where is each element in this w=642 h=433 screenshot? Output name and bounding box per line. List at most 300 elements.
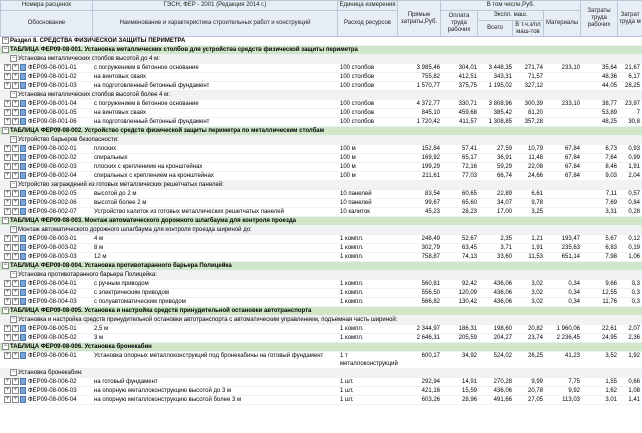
table-row[interactable] <box>0 118 642 127</box>
collapse-icon[interactable]: − <box>11 271 16 277</box>
cell-mp: 3,02 <box>531 281 543 287</box>
cell-mp: 10,79 <box>527 146 543 152</box>
header-mach-total[interactable]: Всего <box>478 21 513 37</box>
cell-direct: 566,82 <box>421 299 440 305</box>
cell-unit: 10 панелей <box>340 200 372 206</box>
document-icon <box>20 235 26 242</box>
table-row[interactable] <box>0 280 642 289</box>
expand-icon[interactable]: + <box>13 325 18 331</box>
expand-icon[interactable]: + <box>5 387 10 393</box>
cell-mp: 3,02 <box>531 290 543 296</box>
cell-lc: 35,64 <box>601 65 617 71</box>
rate-code[interactable]: ФЕР09-08-002-04 <box>28 173 77 180</box>
header-name[interactable]: Наименование и характеристика строительных работ и конструкций <box>93 11 338 37</box>
rate-code[interactable]: ФЕР09-08-002-06 <box>28 200 77 207</box>
expand-icon[interactable]: + <box>13 73 18 79</box>
row-title-text: Установка металлических столбов высотой до 4 м: <box>18 56 160 63</box>
row-title-text: Устройство заграждений из готовых металлических решетчатых панелей: <box>18 182 224 189</box>
document-icon <box>20 280 26 287</box>
expand-icon[interactable]: + <box>13 235 18 241</box>
cell-pay: 52,67 <box>461 236 477 242</box>
cell-unit: 100 столбов <box>340 83 375 89</box>
rate-code[interactable]: ФЕР09-08-002-02 <box>28 155 77 162</box>
row-title-text: Устройство барьеров безопасности: <box>18 137 119 144</box>
cell-direct: 758,87 <box>421 254 440 260</box>
cell-unit: 100 м <box>340 173 356 179</box>
cell-direct: 1 720,42 <box>416 119 440 125</box>
document-icon <box>20 163 26 170</box>
cell-lc: 6,83 <box>605 245 617 251</box>
expand-icon[interactable]: + <box>13 298 18 304</box>
cell-mp: 1,91 <box>531 245 543 251</box>
cell-pay: 63,45 <box>461 245 477 251</box>
cell-lc: 3,31 <box>605 209 617 215</box>
header-direct[interactable]: Прямые затраты,Руб. <box>398 1 441 37</box>
header-code[interactable]: Номера расценок <box>1 1 93 11</box>
table-group-row[interactable] <box>0 46 642 55</box>
rate-code[interactable]: ФЕР09-08-006-03 <box>28 388 77 395</box>
table-row[interactable] <box>0 235 642 244</box>
row-title-text: Раздел 8. СРЕДСТВА ФИЗИЧЕСКОЙ ЗАЩИТЫ ПЕРИМЕТРА <box>10 38 186 45</box>
cell-code <box>4 396 92 404</box>
document-icon <box>20 190 26 197</box>
cell-lm: 2,04 <box>628 173 640 179</box>
cell-mt: 1 308,85 <box>488 119 512 125</box>
cell-mp: 20,82 <box>527 326 543 332</box>
document-icon <box>20 334 26 341</box>
expand-icon[interactable]: + <box>13 280 18 286</box>
cell-name: с погружением в бетонное основание <box>94 65 199 71</box>
expand-icon[interactable]: + <box>5 64 10 70</box>
rate-code[interactable]: ФЕР09-08-001-01 <box>28 65 77 72</box>
cell-pay: 14,91 <box>461 379 477 385</box>
cell-code <box>4 352 92 360</box>
row-title-text: Монтаж автоматического дорожного шлагбаума для контроля проезда шириной до: <box>18 227 252 234</box>
expand-icon[interactable]: + <box>5 334 10 340</box>
collapse-icon[interactable]: − <box>3 217 8 223</box>
cell-mt: 270,28 <box>493 379 512 385</box>
collapse-icon[interactable]: − <box>11 136 16 142</box>
cell-name: на винтовых сваях <box>94 110 147 116</box>
subgroup-row[interactable] <box>0 91 642 100</box>
row-title <box>2 217 632 225</box>
table-group-row[interactable] <box>0 127 642 136</box>
expand-icon[interactable]: + <box>5 235 10 241</box>
table-group-row[interactable] <box>0 262 642 271</box>
expand-icon[interactable]: + <box>5 100 10 106</box>
expand-icon[interactable]: + <box>5 82 10 88</box>
expand-icon[interactable]: + <box>5 154 10 160</box>
subgroup-row[interactable] <box>0 136 642 145</box>
expand-icon[interactable]: + <box>5 280 10 286</box>
cell-unit: 10 калиток <box>340 209 370 215</box>
expand-icon[interactable]: + <box>5 172 10 178</box>
document-icon <box>20 64 26 71</box>
cell-lm: 30,8 <box>628 119 640 125</box>
cell-direct: 2 344,97 <box>416 326 440 332</box>
cell-mp: 9,99 <box>531 379 543 385</box>
cell-lc: 22,61 <box>601 326 617 332</box>
rate-code[interactable]: ФЕР09-08-004-02 <box>28 290 77 297</box>
expand-icon[interactable]: + <box>5 378 10 384</box>
cell-lc: 11,76 <box>602 299 617 305</box>
cell-pay: 186,31 <box>458 326 477 332</box>
cell-pay: 411,57 <box>459 119 477 125</box>
expand-icon[interactable]: + <box>13 396 18 402</box>
cell-code <box>4 100 92 108</box>
table-row[interactable] <box>0 325 642 334</box>
table-group-row[interactable] <box>0 343 642 352</box>
cell-code <box>4 253 92 261</box>
row-title <box>2 307 632 315</box>
subgroup-row[interactable] <box>0 55 642 64</box>
rate-code[interactable]: ФЕР09-08-004-03 <box>28 299 77 306</box>
rate-code[interactable]: ФЕР09-08-002-03 <box>28 164 77 171</box>
expand-icon[interactable]: + <box>5 208 10 214</box>
collapse-icon[interactable]: − <box>11 55 16 61</box>
cell-lm: 2,07 <box>628 326 640 332</box>
rate-code[interactable]: ФЕР09-08-002-07 <box>28 209 77 216</box>
header-basis[interactable]: Обоснование <box>1 11 93 37</box>
collapse-icon[interactable]: − <box>3 307 8 313</box>
rate-code[interactable]: ФЕР09-08-003-01 <box>28 236 77 243</box>
cell-pay: 120,09 <box>458 290 477 296</box>
header-unit[interactable]: Единица измерения <box>338 1 398 11</box>
cell-mat: 235,63 <box>561 245 580 251</box>
expand-icon[interactable]: + <box>13 199 18 205</box>
table-row[interactable] <box>0 396 642 405</box>
row-title <box>2 37 632 45</box>
cell-pay: 15,59 <box>461 388 477 394</box>
expand-icon[interactable]: + <box>5 190 10 196</box>
rate-code[interactable]: ФЕР09-08-006-02 <box>28 379 77 386</box>
cell-lm: 1,08 <box>628 388 640 394</box>
expand-icon[interactable]: + <box>13 387 18 393</box>
cell-mt: 27,59 <box>496 146 512 152</box>
cell-unit: 1 компл. <box>340 290 364 296</box>
header-labor-pay[interactable]: Оплата труда рабочих <box>441 11 478 37</box>
cell-code <box>4 378 92 386</box>
row-title-text: ТАБЛИЦА ФЕР09-08-005. Установка и настройка средств принудительной остановки автотранспорта <box>10 308 312 315</box>
cell-code <box>4 387 92 395</box>
cell-lm: 0,66 <box>628 379 640 385</box>
header-mach-pay[interactable]: В т.ч.з/пл маш-тов <box>513 21 544 37</box>
cell-lc: 6,73 <box>605 146 617 152</box>
cell-lm: 0,93 <box>628 146 640 152</box>
cell-lc: 7,11 <box>605 191 617 197</box>
cell-mt: 66,74 <box>496 173 512 179</box>
cell-pay: 74,13 <box>461 254 477 260</box>
rate-code[interactable]: ФЕР09-08-003-02 <box>28 245 77 252</box>
collapse-icon[interactable]: − <box>3 46 8 52</box>
rate-code[interactable]: ФЕР09-08-001-03 <box>28 83 77 90</box>
cell-name: на готовый фундамент <box>94 379 158 385</box>
subgroup-row[interactable] <box>0 181 642 190</box>
document-icon <box>20 289 26 296</box>
cell-pay: 65,17 <box>461 155 477 161</box>
table-row[interactable] <box>0 208 642 217</box>
collapse-icon[interactable]: − <box>11 369 16 375</box>
table-row[interactable] <box>0 352 642 369</box>
table-row[interactable] <box>0 172 642 181</box>
table-row[interactable] <box>0 334 642 343</box>
collapse-icon[interactable]: − <box>11 181 16 187</box>
cell-mt: 436,06 <box>493 388 512 394</box>
cell-mp: 3,25 <box>531 209 543 215</box>
cell-name: с ручным приводом <box>94 281 149 287</box>
header-labor-cost[interactable]: Затраты труда рабочих <box>581 1 618 37</box>
cell-mat: 113,03 <box>562 397 580 403</box>
header-consumption[interactable]: Расход ресурсов <box>338 11 398 37</box>
document-icon <box>20 145 26 152</box>
cell-name: 3 м <box>94 335 104 341</box>
collapse-icon[interactable]: − <box>3 37 8 43</box>
cell-mt: 3 448,35 <box>488 65 512 71</box>
cell-direct: 199,29 <box>421 164 440 170</box>
cell-code <box>4 145 92 153</box>
collapse-icon[interactable]: − <box>11 226 16 232</box>
cell-mat: 41,23 <box>564 353 580 359</box>
row-title-text: Установка противотаранного барьера Полицейка: <box>18 272 157 279</box>
cell-mp: 22,08 <box>527 164 543 170</box>
cell-direct: 560,81 <box>421 281 440 287</box>
cell-name: Устройство калиток из готовых металлических решетчатых панелей <box>94 209 284 215</box>
table-row[interactable] <box>0 253 642 262</box>
cell-code <box>4 235 92 243</box>
cell-unit: 10 панелей <box>340 191 372 197</box>
cell-pay: 130,42 <box>458 299 477 305</box>
cell-unit: 1 шт. <box>340 379 354 385</box>
cell-lc: 7,98 <box>605 254 617 260</box>
cell-mat: 651,14 <box>561 254 580 260</box>
cell-code <box>4 298 92 306</box>
cell-lc: 3,01 <box>605 397 617 403</box>
table-group-row[interactable] <box>0 217 642 226</box>
rate-code[interactable]: ФЕР09-08-001-04 <box>28 101 77 108</box>
cell-mt: 36,91 <box>496 155 512 161</box>
cell-unit: 100 столбов <box>340 110 375 116</box>
collapse-icon[interactable]: − <box>11 91 16 97</box>
table-row[interactable] <box>0 298 642 307</box>
cell-name: плоских <box>94 146 117 152</box>
expand-icon[interactable]: + <box>5 109 10 115</box>
cell-unit: 1 компл. <box>340 245 364 251</box>
cell-lc: 48,25 <box>601 119 617 125</box>
header-materials[interactable]: Материалы <box>544 11 581 37</box>
cell-direct: 99,67 <box>424 200 440 206</box>
rate-code[interactable]: ФЕР09-08-005-01 <box>28 326 77 333</box>
table-row[interactable] <box>0 163 642 172</box>
collapse-icon[interactable]: − <box>3 127 8 133</box>
row-title <box>10 369 640 377</box>
cell-unit: 1 компл. <box>340 299 364 305</box>
cell-lm: 0,3 <box>631 299 640 305</box>
expand-icon[interactable]: + <box>5 352 10 358</box>
table-group-row[interactable] <box>0 307 642 316</box>
table-row[interactable] <box>0 100 642 109</box>
cell-lm: 6,17 <box>628 74 640 80</box>
subgroup-row[interactable] <box>0 226 642 235</box>
cell-name: на опорную металлоконструкцию высотой до 3 м <box>94 388 232 394</box>
cell-mt: 204,27 <box>493 335 512 341</box>
rate-code[interactable]: ФЕР09-08-006-01 <box>28 353 77 360</box>
expand-icon[interactable]: + <box>13 64 18 70</box>
table-row[interactable] <box>0 244 642 253</box>
expand-icon[interactable]: + <box>5 73 10 79</box>
rate-code[interactable]: ФЕР09-08-005-02 <box>28 335 77 342</box>
cell-code <box>4 199 92 207</box>
expand-icon[interactable]: + <box>5 253 10 259</box>
cell-code <box>4 289 92 297</box>
document-icon <box>20 109 26 116</box>
expand-icon[interactable]: + <box>5 298 10 304</box>
rate-code[interactable]: ФЕР09-08-006-04 <box>28 397 77 404</box>
cell-code <box>4 82 92 90</box>
table-row[interactable] <box>0 64 642 73</box>
cell-mp: 9,78 <box>531 200 543 206</box>
expand-icon[interactable]: + <box>13 253 18 259</box>
cell-direct: 1 570,77 <box>416 83 440 89</box>
section-row[interactable] <box>0 37 642 46</box>
expand-icon[interactable]: + <box>13 118 18 124</box>
row-title <box>10 136 640 144</box>
table-row[interactable] <box>0 378 642 387</box>
collapse-icon[interactable]: − <box>3 262 8 268</box>
expand-icon[interactable]: + <box>13 352 18 358</box>
cell-pay: 304,01 <box>458 65 477 71</box>
rate-code[interactable]: ФЕР09-08-004-01 <box>28 281 77 288</box>
cell-unit: 100 м <box>340 146 356 152</box>
grid-header <box>0 0 642 37</box>
header-labor-mach[interactable]: Затрат труда м <box>618 1 642 37</box>
cell-pay: 65,60 <box>461 200 477 206</box>
cell-mat: 0,34 <box>568 290 580 296</box>
cell-mt: 385,42 <box>493 110 512 116</box>
row-title-text: ТАБЛИЦА ФЕР09-08-001. Установка металлических столбов для устройства средств физической защиты периметра <box>10 47 358 54</box>
expand-icon[interactable]: + <box>13 208 18 214</box>
table-row[interactable] <box>0 289 642 298</box>
expand-icon[interactable]: + <box>13 289 18 295</box>
cell-lm: 0,28 <box>628 209 640 215</box>
subgroup-row[interactable] <box>0 316 642 325</box>
expand-icon[interactable]: + <box>5 289 10 295</box>
cell-direct: 292,94 <box>421 379 440 385</box>
expand-icon[interactable]: + <box>13 172 18 178</box>
cell-name: 2,5 м <box>94 326 109 332</box>
cell-mp: 271,74 <box>524 65 543 71</box>
cell-code <box>4 109 92 117</box>
cell-mat: 0,34 <box>568 299 580 305</box>
expand-icon[interactable]: + <box>13 82 18 88</box>
rate-code[interactable]: ФЕР09-08-001-02 <box>28 74 77 81</box>
expand-icon[interactable]: + <box>5 163 10 169</box>
table-row[interactable] <box>0 387 642 396</box>
expand-icon[interactable]: + <box>5 244 10 250</box>
cell-unit: 1 компл. <box>340 236 364 242</box>
document-icon <box>20 208 26 215</box>
expand-icon[interactable]: + <box>13 190 18 196</box>
rate-code[interactable]: ФЕР09-08-003-03 <box>28 254 77 261</box>
document-icon <box>20 244 26 251</box>
document-icon <box>20 154 26 161</box>
expand-icon[interactable]: + <box>13 244 18 250</box>
expand-icon[interactable]: + <box>13 378 18 384</box>
expand-icon[interactable]: + <box>5 118 10 124</box>
expand-icon[interactable]: + <box>13 163 18 169</box>
cell-pay: 205,59 <box>458 335 477 341</box>
cell-code <box>4 163 92 171</box>
table-row[interactable] <box>0 109 642 118</box>
subgroup-row[interactable] <box>0 271 642 280</box>
cell-code <box>4 208 92 216</box>
cell-mp: 11,48 <box>528 155 543 161</box>
cell-name: на опорную металлоконструкцию высотой более 3 м <box>94 397 242 403</box>
table-row[interactable] <box>0 199 642 208</box>
rate-code[interactable]: ФЕР09-08-002-01 <box>28 146 77 153</box>
subgroup-row[interactable] <box>0 369 642 378</box>
cell-name: на винтовых сваях <box>94 74 147 80</box>
cell-direct: 421,16 <box>421 388 440 394</box>
cell-mp: 300,39 <box>524 101 543 107</box>
rate-code[interactable]: ФЕР09-08-002-05 <box>28 191 77 198</box>
cell-name: 8 м <box>94 245 104 251</box>
expand-icon[interactable]: + <box>13 100 18 106</box>
cell-name: 4 м <box>94 236 104 242</box>
grid-body <box>0 37 642 405</box>
cell-lm: 23,97 <box>624 101 640 107</box>
cell-unit: 1 компл. <box>340 254 364 260</box>
expand-icon[interactable]: + <box>13 109 18 115</box>
expand-icon[interactable]: + <box>13 154 18 160</box>
expand-icon[interactable]: + <box>13 334 18 340</box>
cell-direct: 3 985,46 <box>416 65 440 71</box>
cell-mt: 59,29 <box>496 164 512 170</box>
header-incl: В том числе,Руб. <box>441 1 581 11</box>
expand-icon[interactable]: + <box>13 145 18 151</box>
row-title <box>10 316 640 324</box>
table-row[interactable] <box>0 145 642 154</box>
collapse-icon[interactable]: − <box>3 343 8 349</box>
expand-icon[interactable]: + <box>5 199 10 205</box>
document-icon <box>20 199 26 206</box>
cell-unit: 1 шт. <box>340 388 354 394</box>
cell-pay: 330,71 <box>458 101 477 107</box>
cell-lc: 9,66 <box>605 281 617 287</box>
expand-icon[interactable]: + <box>5 396 10 402</box>
cell-direct: 755,82 <box>421 74 440 80</box>
expand-icon[interactable]: + <box>5 145 10 151</box>
collapse-icon[interactable]: − <box>11 316 16 322</box>
cell-lm: 0,3 <box>631 281 640 287</box>
cell-mp: 20,78 <box>527 388 543 394</box>
table-row[interactable] <box>0 154 642 163</box>
rate-code[interactable]: ФЕР09-08-001-06 <box>28 119 77 126</box>
row-title-text: ТАБЛИЦА ФЕР09-08-003. Монтаж автоматического дорожного шлагбаума для контроля проезда <box>10 218 296 225</box>
table-row[interactable] <box>0 73 642 82</box>
cell-direct: 603,26 <box>421 397 440 403</box>
cell-mp: 6,61 <box>531 191 543 197</box>
row-title <box>10 55 640 63</box>
document-icon <box>20 82 26 89</box>
cell-lc: 3,52 <box>605 353 617 359</box>
expand-icon[interactable]: + <box>5 325 10 331</box>
cell-lc: 48,36 <box>601 74 617 80</box>
rate-code[interactable]: ФЕР09-08-001-05 <box>28 110 77 117</box>
cell-lm: 28,25 <box>624 83 640 89</box>
table-row[interactable] <box>0 82 642 91</box>
table-row[interactable] <box>0 190 642 199</box>
cell-lc: 9,03 <box>605 173 617 179</box>
